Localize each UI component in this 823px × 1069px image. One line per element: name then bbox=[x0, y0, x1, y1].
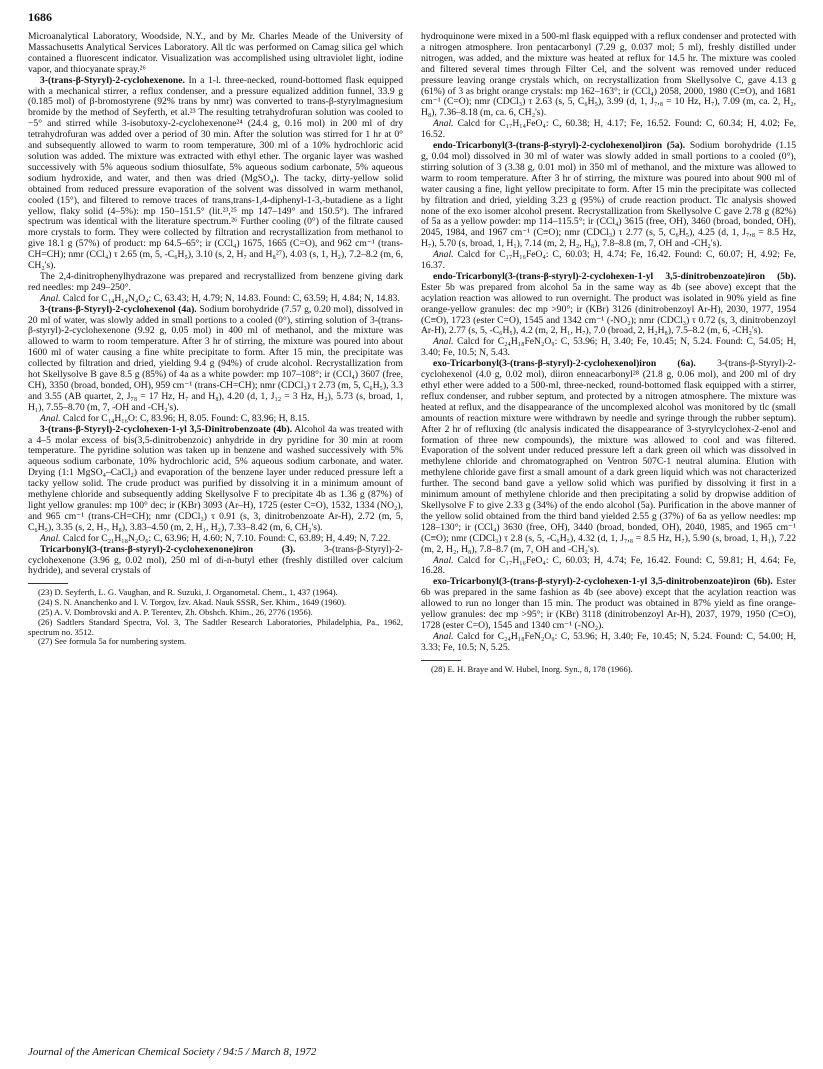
paragraph-text: 3-(trans-β-Styryl)-2-cyclohexenone (3.96 g, 0.02 mol), 250 ml of di-n-butyl ether (freshly distilled over calcium hydride), and several crystals of bbox=[28, 543, 403, 577]
paragraph-text: Calcd for C₁₄H₁₄N₄O₄: C, 63.43; H, 4.79; N, 14.83. Found: C, 63.59; H, 4.84; N, 14.83. bbox=[60, 292, 400, 304]
footnote-divider bbox=[28, 583, 68, 584]
paragraph-text: Calcd for C₂₄H₁₈FeN₂O₉: C, 53.96; H, 3.40; Fe, 10.45; N, 5.24. Found: C, 54.00; H, 3.33; Fe, 10.5; N, 5.25. bbox=[421, 630, 796, 653]
footnote: (25) A. V. Dombrovski and A. P. Terentev, Zh. Obshch. Khim., 26, 2776 (1956). bbox=[38, 606, 313, 617]
paragraph bbox=[421, 556, 796, 578]
paragraph-text: Sodium borohydride (1.15 g, 0.04 mol) dissolved in 30 ml of water was slowly added in small portions to a cooled (0°), stirring solution of 3 (3.38 g, 0.01 mol) in 350 ml of methanol, and the mixture was allowed to warm to room temperature. After 3 hr of stirring, the mixture was poured into about 900 ml of water causing a fine, light yellow precipitate to form. After 15 min the precipitate was collected by filtration and dried, yielding 3.23 g (95%) of crude reaction product. Tlc analysis showed none of the exo isomer alcohol present. Recrystallization from Skellysolve C gave 2.78 g (82%) of 5a as a yellow powder: mp 114–115.5°; ir (CCl₄) 3615 (free, OH), 3460 (broad, bonded, OH), 2045, 1984, and 1967 cm⁻¹ (C≡O); nmr (CDCl₃) τ 2.77 (s, 5, C₆H₅), 4.25 (d, 1, J₇,₈ = 8.5 Hz, H₇), 5.70 (s, broad, 1, H₁), 7.14 (m, 2, H₂, H₈), 7.8–8.8 (m, 7, OH and -CH₂'s). bbox=[421, 140, 796, 250]
section-heading: endo-Tricarbonyl(3-(trans-β-styryl)-2-cyclohexen-1-yl 3,5-dinitrobenzoate)iron (5b). bbox=[433, 270, 796, 282]
paragraph bbox=[421, 250, 796, 272]
paragraph bbox=[421, 32, 796, 119]
section-heading: Tricarbonyl(3-(trans-β-styryl)-2-cyclohexenone)iron (3). bbox=[40, 543, 296, 555]
footnote: (27) See formula 5a for numbering system. bbox=[38, 636, 187, 647]
paragraph-text: In a 1-l. three-necked, round-bottomed flask equipped with a mechanical stirrer, a reflux condenser, and a pressure equalized addition funnel, 33.9 g (0.185 mol) of β-bromostyrene (92% trans by nmr) was converted to trans-β-styrylmagnesium bromide by the method of Seyferth, et al.²³ The resulting tetrahydrofuran solution was cooled to −5° and stirred while 3-isobutoxy-2-cyclohexenone²⁴ (24.4 g, 0.16 mol) in 200 ml of dry tetrahydrofuran was added over a period of 30 min. After the solution was stirred for 1 hr at 0° and subsequently allowed to warm to room temperature, 300 ml of a 10% hydrochloric acid solution was added. The mixture was extracted with ethyl ether. The organic layer was washed successively with 5% aqueous sodium thiosulfate, 5% aqueous sodium carbonate, 5% aqueous sodium hydroxide, and water, and then was dried (MgSO₄). The tacky, dirty-yellow solid obtained from reduced pressure evaporation of the solvent was dissolved in warm methanol, cooled (15°), and filtered to remove traces of trans,trans-1,4-diphenyl-1-3,-butadiene as a light yellow, flaky solid (4–5%): mp 150–151.5° (lit.²³,²⁵ mp 147–149° and 150.5°). The infrared spectrum was identical with the literature spectrum.²⁶ Further cooling (0°) of the filtrate caused more crystals to form. They were collected by filtration and recrystallization from methanol to give 18.1 g (57%) of product: mp 64.5–65°; ir (CCl₄) 1675, 1665 (C=O), and 962 cm⁻¹ (trans-CH=CH); nmr (CCl₄) τ 2.65 (m, 5, -C₆H₅), 3.10 (s, 2, H₇ and H₈²⁷), 4.03 (s, 1, H₂), 7.2–8.2 (m, 6, CH₂'s). bbox=[28, 74, 403, 272]
paragraph bbox=[28, 272, 403, 294]
paragraph-text: 3-(trans-β-Styryl)-2-cyclohexenol (4.0 g, 0.02 mol), diiron enneacarbonyl²⁸ (21.8 g, 0.06 mol), and 200 ml of dry ethyl ether were added to a 500-ml, three-necked, round-bottomed flask equipped with a stirrer, reflux condenser, and rubber septum, and protected by a nitrogen atmosphere. The mixture was heated at reflux, and the disappearance of the uncomplexed alcohol was monitored by tlc (small amounts of reaction mixture were withdrawn by needle and syringe through the rubber septum). After 2 hr of refluxing (tlc analysis indicated the disappearance of 3-styrylcyclohex-2-enol and formation of three new compounds), the mixture was allowed to cool and was filtered. Evaporation of the solvent under reduced pressure left a dark green oil which was dissolved in methylene chloride and chromatographed on Ventron 507C-1 neutral alumina. Elution with methylene chloride gave first a small amount of a dark green liquid which was not characterized further. The second band gave a yellow solid which was purified by dissolving it first in a minimum amount of methylene chloride and then precipitating a solid by dropwise addition of Skellysolve F to give 2.33 g (34%) of the endo alcohol (5a). Purification in the above manner of the yellow solid obtained from the third band yielded 2.55 g (37%) of 6a as yellow needles: mp 128–130°; ir (CCl₄) 3630 (free, OH), 3440 (broad, bonded, OH), 2040, 1985, and 1965 cm⁻¹ (C≡O); nmr (CDCl₃) τ 2.8 (s, 5, -C₆H₅), 4.32 (d, 1, J₇,₈ = 8.5 Hz, H₇), 5.90 (s, broad, 1, H₁), 7.22 (m, 2, H₂, H₈), 7.8–8.7 (m, 7, OH and -CH₂'s). bbox=[421, 358, 797, 555]
footnote: (23) D. Seyferth, L. G. Vaughan, and R. Suzuki, J. Organometal. Chem., 1, 437 (1964). bbox=[38, 587, 338, 598]
paragraph-text: Sodium borohydride (7.57 g, 0.20 mol), dissolved in 20 ml of water, was slowly added in small portions to a cooled (0°), stirring solution of 3-(trans-β-styryl)-2-cyclohexenone (9.92 g, 0.05 mol) in 400 ml of methanol, and the mixture was allowed to warm to room temperature. After 3 hr of stirring, the mixture was poured into about 1600 ml of water causing a fine white precipitate to form. After 15 min, the precipitate was collected by filtration and dried, yielding 9.4 g (94%) of crude alcohol. Recrystallization from hot Skellysolve B gave 8.5 g (85%) of 4a as a white powder: mp 107–108°; ir (CCl₄) 3607 (free, CH), 3350 (broad, bonded, OH), 959 cm⁻¹ (trans-CH=CH); nmr (CDCl₃) τ 2.73 (m, 5, C₆H₅), 3.3 and 3.55 (AB quartet, 2, J₇₈ = 17 Hz, H₇ and H₈), 4.20 (d, 1, J₁₂ = 3 Hz, H₂), 5.73 (s, broad, 1, H₁), 7.55–8.70 (m, 7, -OH and -CH₂'s). bbox=[28, 303, 404, 413]
section-heading: endo-Tricarbonyl(3-(trans-β-styryl)-2-cyclohexenol)iron (5a). bbox=[433, 140, 686, 152]
footnotes bbox=[28, 588, 403, 647]
paragraph-text: Calcd for C₂₁H₁₈N₂O₆: C, 63.96; H, 4.60; N, 7.10. Found: C, 63.89; H, 4.49; N, 7.22. bbox=[60, 532, 391, 544]
journal-footer: Journal of the American Chemical Society / 94:5 / March 8, 1972 bbox=[28, 1046, 317, 1058]
paragraph-text: Calcd for C₁₇H₁₆FeO₄: C, 60.03; H, 4.74; Fe, 16.42. Found: C, 60.07; H, 4.92; Fe, 16.37. bbox=[421, 249, 796, 272]
paragraph bbox=[421, 359, 796, 555]
analysis-label: Anal. bbox=[433, 336, 454, 348]
paragraph bbox=[421, 141, 796, 250]
section-heading: exo-Tricarbonyl(3-(trans-β-styryl)-2-cyclohexenol)iron (6a). bbox=[433, 358, 696, 370]
analysis-label: Anal. bbox=[433, 630, 454, 642]
paragraph bbox=[421, 337, 796, 359]
page-number: 1686 bbox=[28, 10, 52, 24]
paragraph-text: Ester 6b was prepared in the same fashion as 4b (see above) except that the acylation reaction was allowed to run no longer than 15 min. The product was obtained in 87% yield as fine orange-yellow granules: dec mp >95°; ir (KBr) 3118 (dinitrobenzoyl Ar-H), 2037, 1979, 1950 (C≡O), 1728 (ester C=O), 1545 and 1340 cm⁻¹ (-NO₂). bbox=[421, 576, 796, 631]
analysis-label: Anal. bbox=[40, 412, 61, 424]
paragraph bbox=[28, 545, 403, 578]
paragraph bbox=[28, 305, 403, 414]
paragraph-text: Ester 5b was prepared from alcohol 5a in the same way as 4b (see above) except that the acylation reaction was allowed to run overnight. The product was isolated in 90% yield as fine orange-yellow granules: dec mp >90°; ir (KBr) 3126 (dinitrobenzoyl Ar-H), 2030, 1977, 1954 (C≡O), 1723 (ester C=O), 1545 and 1342 cm⁻¹ (-NO₂); nmr (CDCl₃) τ 0.72 (s, 3, dinitrobenzoyl Ar-H), 2.77 (s, 5, -C₆H₅), 4.2 (m, 2, H₁, H₇), 7.0 (broad, 2, H₂H₈), 7.5–8.2 (m, 6, -CH₂'s). bbox=[421, 281, 796, 337]
footnote: (24) S. N. Ananchenko and I. V. Torgov, Izv. Akad. Nauk SSSR, Ser. Khim., 1649 (1960). bbox=[38, 597, 347, 608]
analysis-label: Anal. bbox=[433, 554, 454, 566]
analysis-label: Anal. bbox=[40, 532, 61, 544]
section-heading: 3-(trans-β-Styryl)-2-cyclohexenone. bbox=[40, 74, 185, 86]
section-heading: exo-Tricarbonyl(3-(trans-β-styryl)-2-cyclohexen-1-yl 3,5-dinitrobenzoate)iron (6b). bbox=[433, 576, 773, 588]
analysis-label: Anal. bbox=[433, 118, 454, 130]
right-column bbox=[421, 32, 796, 674]
paragraph-text: hydroquinone were mixed in a 500-ml flask equipped with a reflux condenser and protected with a nitrogen atmosphere. Iron pentacarbonyl (7.29 g, 0.037 mol; 5 ml), freshly distilled under nitrogen, was added, and the mixture was heated at reflux for 14.5 hr. The mixture was cooled and filtered several times through Filter Cel, and the solvent was removed under reduced pressure leaving orange crystals which, on recrystallization from Skellysolve C, gave 4.13 g (61%) of 3 as bright orange crystals: mp 162–163°; ir (CCl₄) 2058, 2000, 1980 (C≡O), and 1681 cm⁻¹ (C=O); nmr (CDCl₃) τ 2.63 (s, 5, C₆H₅), 3.99 (d, 1, J₇,₈ = 10 Hz, H₇), 7.09 (m, ca. 2, H₂, H₈), 7.36–8.18 (m, ca. 6, CH₂'s). bbox=[421, 31, 796, 119]
paragraph-text: Calcd for C₂₄H₁₈FeN₂O₉: C, 53.96; H, 3.40; Fe, 10.45; N, 5.24. Found: C, 54.05; H, 3.40; Fe, 10.5; N, 5.43. bbox=[421, 336, 796, 359]
paragraph-text: Calcd for C₁₄H₁₆O: C, 83.96; H, 8.05. Found: C, 83.96; H, 8.15. bbox=[60, 412, 310, 424]
footnotes bbox=[421, 665, 796, 675]
paragraph-text: Microanalytical Laboratory, Woodside, N.Y., and by Mr. Charles Meade of the University of Massachusetts Analytical Services Laboratory. All tlc was performed on Camag silica gel which contained a fluorescent indicator. Visualization was accomplished using ultraviolet light, iodine vapor, and thiocyanate spray.²⁶ bbox=[28, 31, 403, 75]
paragraph bbox=[28, 425, 403, 534]
analysis-label: Anal. bbox=[433, 249, 454, 261]
paragraph-text: Alcohol 4a was treated with a 4–5 molar excess of bis(3,5-dinitrobenzoic) anhydride in dry pyridine for 30 min at room temperature. The pyridine solution was taken up in benzene and washed successively with 5% aqueous sodium carbonate, 10% hydrochloric acid, 5% aqueous sodium carbonate, and water. Drying (1:1 MgSO₄–CaCl₂) and evaporation of the benzene layer under reduced pressure left a tacky yellow solid. The crude product was purified by dissolving it in a minimum amount of methylene chloride and subsequently adding Skellysolve F to precipitate 4b as 1.36 g (87%) of light yellow granules: mp 100° dec; ir (KBr) 3093 (Ar–H), 1725 (ester C=O), 1532, 1334 (NO₂), and 965 cm⁻¹ (trans-CH=CH); nmr (CDCl₃) τ 0.91 (s, 3, dinitrobenzoate Ar-H), 2.72 (m, 5, C₆H₅), 3.35 (s, 2, H₇, H₈), 3.83–4.50 (m, 2, H₁, H₂), 7.33–8.42 (m, 6, CH₂'s). bbox=[28, 423, 403, 533]
paragraph-text: Calcd for C₁₇H₁₄FeO₄: C, 60.38; H, 4.17; Fe, 16.52. Found: C, 60.34; H, 4.02; Fe, 16.52. bbox=[421, 118, 796, 141]
paragraph bbox=[421, 272, 796, 337]
left-column bbox=[28, 32, 403, 647]
paragraph bbox=[421, 632, 796, 654]
paragraph bbox=[421, 119, 796, 141]
paragraph bbox=[28, 32, 403, 76]
section-heading: 3-(trans-β-Styryl)-2-cyclohexenol (4a). bbox=[40, 303, 197, 315]
paragraph bbox=[421, 577, 796, 632]
footnote: (28) E. H. Braye and W. Hubel, Inorg. Syn., 8, 178 (1966). bbox=[431, 663, 633, 674]
paragraph-text: The 2,4-dinitrophenylhydrazone was prepared and recrystallized from benzene giving dark red needles: mp 249–250°. bbox=[28, 270, 403, 293]
footnote-divider bbox=[421, 660, 461, 661]
footnote: (26) Sadtlers Standard Spectra, Vol. 3, The Sadtler Research Laboratories, Philadelphia, Pa., 1962, spectrum no. 3512. bbox=[28, 616, 403, 637]
paragraph-text: Calcd for C₁₇H₁₆FeO₄: C, 60.03; H, 4.74; Fe, 16.42. Found: C, 59.81; H, 4.64; Fe, 16.28. bbox=[421, 554, 796, 577]
section-heading: 3-(trans-β-Styryl)-2-cyclohexen-1-yl 3,5-Dinitrobenzoate (4b). bbox=[40, 423, 293, 435]
analysis-label: Anal. bbox=[40, 292, 61, 304]
paragraph bbox=[28, 76, 403, 272]
